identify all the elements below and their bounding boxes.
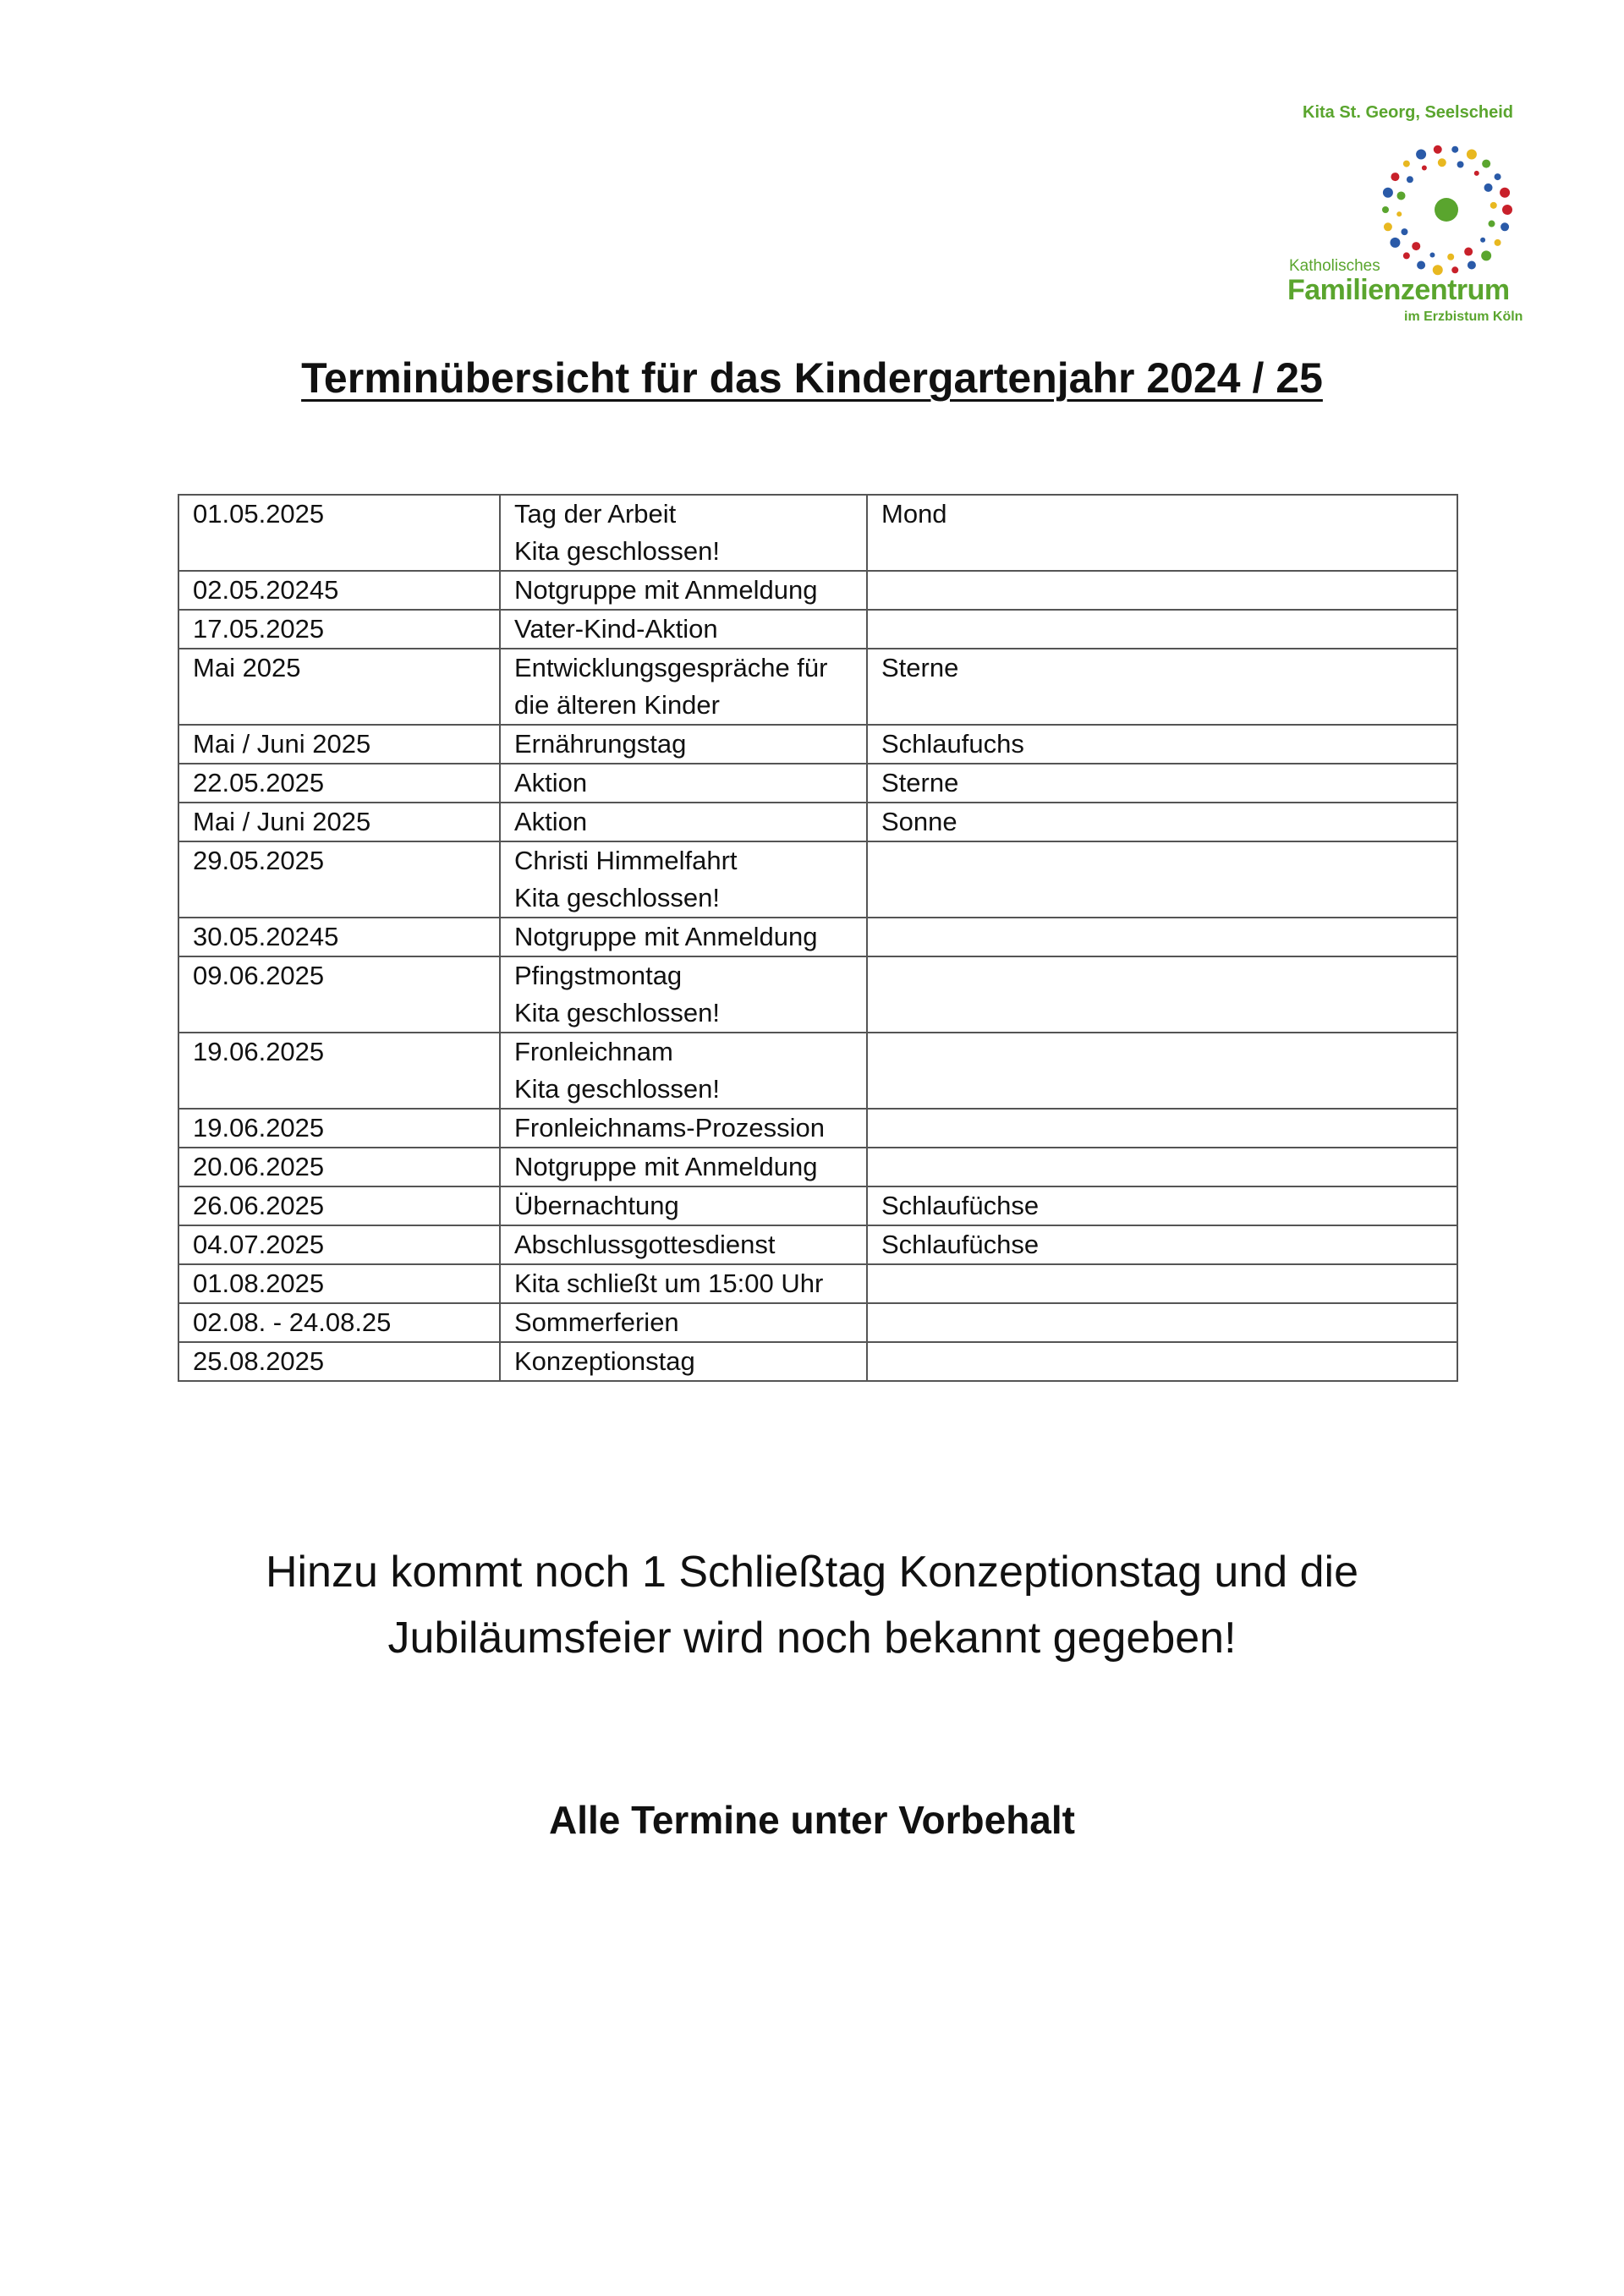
- event-line-2: Kita geschlossen!: [514, 883, 720, 912]
- table-row: [178, 571, 1457, 610]
- logo-dot: [1501, 222, 1509, 231]
- event-line: Pfingstmontag: [514, 961, 683, 990]
- group-cell: [867, 956, 1457, 1033]
- table-row: [178, 803, 1457, 841]
- logo-dot: [1403, 252, 1410, 259]
- logo-dot: [1447, 254, 1454, 260]
- group-cell: [867, 571, 1457, 610]
- logo-dot: [1495, 173, 1501, 180]
- logo-dot: [1407, 176, 1413, 183]
- event-line-2: Kita geschlossen!: [514, 998, 720, 1027]
- event-line: Konzeptionstag: [514, 1346, 695, 1376]
- group-cell: Schlaufuchs: [867, 725, 1457, 764]
- date-cell: 02.08. - 24.08.25: [178, 1303, 500, 1342]
- group-cell: [867, 841, 1457, 918]
- event-line: Notgruppe mit Anmeldung: [514, 575, 818, 605]
- date-cell: 01.08.2025: [178, 1264, 500, 1303]
- logo-dot: [1397, 191, 1406, 200]
- date-cell: 19.06.2025: [178, 1033, 500, 1109]
- logo-dot: [1464, 248, 1473, 256]
- table-row: [178, 1264, 1457, 1303]
- event-line: Fronleichnam: [514, 1037, 673, 1066]
- logo-dot: [1451, 266, 1458, 273]
- table-row: [178, 1225, 1457, 1264]
- event-cell: [500, 649, 867, 725]
- group-cell: [867, 1303, 1457, 1342]
- logo-dot: [1403, 161, 1410, 167]
- schedule-table: [178, 494, 1458, 1382]
- logo-dot: [1482, 160, 1490, 168]
- logo-dot: [1438, 158, 1446, 167]
- event-cell: [500, 764, 867, 803]
- event-cell: [500, 803, 867, 841]
- event-cell: [500, 1342, 867, 1381]
- event-line: Tag der Arbeit: [514, 499, 677, 529]
- group-cell: Schlaufüchse: [867, 1225, 1457, 1264]
- logo-dot: [1474, 171, 1479, 176]
- date-cell: 02.05.20245: [178, 571, 500, 610]
- logo-dot: [1396, 211, 1402, 216]
- event-cell: [500, 841, 867, 918]
- logo-dot-ring-icon: [1370, 134, 1522, 286]
- event-line: Aktion: [514, 768, 588, 797]
- date-cell: 01.05.2025: [178, 495, 500, 571]
- event-cell: [500, 610, 867, 649]
- date-cell: 17.05.2025: [178, 610, 500, 649]
- group-cell: Mond: [867, 495, 1457, 571]
- event-cell: [500, 1148, 867, 1186]
- table-row: [178, 956, 1457, 1033]
- group-cell: [867, 918, 1457, 956]
- logo-dot: [1500, 188, 1510, 198]
- group-cell: Sterne: [867, 649, 1457, 725]
- event-cell: [500, 571, 867, 610]
- event-line: Fronleichnams-Prozession: [514, 1113, 825, 1143]
- logo-dot: [1412, 242, 1420, 250]
- event-line-2: die älteren Kinder: [514, 690, 720, 720]
- event-line: Christi Himmelfahrt: [514, 846, 738, 875]
- date-cell: 25.08.2025: [178, 1342, 500, 1381]
- event-line-2: Kita geschlossen!: [514, 536, 720, 566]
- schedule-body: [178, 495, 1457, 1381]
- date-cell: Mai / Juni 2025: [178, 725, 500, 764]
- event-cell: [500, 956, 867, 1033]
- event-cell: [500, 1303, 867, 1342]
- event-line: Aktion: [514, 807, 588, 836]
- event-cell: [500, 918, 867, 956]
- event-line: Ernährungstag: [514, 729, 687, 759]
- event-line: Notgruppe mit Anmeldung: [514, 1152, 818, 1181]
- event-cell: [500, 1186, 867, 1225]
- closing-day-note: [0, 1539, 1624, 1671]
- date-cell: 22.05.2025: [178, 764, 500, 803]
- logo-dot: [1384, 222, 1392, 231]
- event-line: Übernachtung: [514, 1191, 679, 1220]
- table-row: [178, 1033, 1457, 1109]
- logo-dot: [1451, 146, 1458, 153]
- logo-dot: [1495, 239, 1501, 246]
- logo-dot: [1416, 150, 1426, 160]
- logo-dot: [1434, 145, 1442, 154]
- date-cell: 26.06.2025: [178, 1186, 500, 1225]
- table-row: [178, 1109, 1457, 1148]
- date-cell: Mai / Juni 2025: [178, 803, 500, 841]
- table-row: [178, 918, 1457, 956]
- event-cell: [500, 725, 867, 764]
- event-line: Vater-Kind-Aktion: [514, 614, 718, 644]
- table-row: [178, 725, 1457, 764]
- note-line-1: Hinzu kommt noch 1 Schließtag Konzeptionstag und die: [265, 1548, 1359, 1597]
- logo-small-text: Katholisches: [1289, 257, 1380, 275]
- event-line: Kita schließt um 15:00 Uhr: [514, 1269, 824, 1298]
- logo-center-dot: [1435, 198, 1458, 222]
- logo-dot: [1382, 206, 1389, 213]
- group-cell: [867, 1109, 1457, 1148]
- date-cell: 19.06.2025: [178, 1109, 500, 1148]
- event-cell: [500, 1109, 867, 1148]
- logo-dot: [1484, 184, 1493, 192]
- logo-dot: [1401, 228, 1407, 235]
- disclaimer: Alle Termine unter Vorbehalt: [549, 1798, 1075, 1842]
- group-cell: [867, 1264, 1457, 1303]
- event-cell: [500, 1225, 867, 1264]
- date-cell: 20.06.2025: [178, 1148, 500, 1186]
- table-row: [178, 1148, 1457, 1186]
- event-cell: [500, 1033, 867, 1109]
- note-line-2: Jubiläumsfeier wird noch bekannt gegeben!: [387, 1614, 1237, 1663]
- table-row: [178, 495, 1457, 571]
- logo-dot: [1467, 150, 1477, 160]
- event-cell: [500, 1264, 867, 1303]
- logo-dot: [1490, 202, 1497, 209]
- logo-dot: [1502, 205, 1512, 215]
- date-cell: 30.05.20245: [178, 918, 500, 956]
- event-line: Sommerferien: [514, 1307, 679, 1337]
- table-row: [178, 1186, 1457, 1225]
- logo-big-text: Familienzentrum: [1287, 274, 1510, 306]
- group-cell: [867, 1033, 1457, 1109]
- logo-dot: [1468, 260, 1476, 269]
- logo-dot: [1422, 165, 1427, 170]
- date-cell: 04.07.2025: [178, 1225, 500, 1264]
- familienzentrum-logo: [1277, 100, 1548, 337]
- date-cell: 29.05.2025: [178, 841, 500, 918]
- event-line: Abschlussgottesdienst: [514, 1230, 776, 1259]
- event-line-2: Kita geschlossen!: [514, 1074, 720, 1104]
- logo-kita-name: Kita St. Georg, Seelscheid: [1303, 103, 1513, 122]
- logo-dot: [1390, 238, 1400, 248]
- table-row: [178, 610, 1457, 649]
- table-row: [178, 841, 1457, 918]
- logo-dot: [1488, 221, 1495, 227]
- group-cell: [867, 610, 1457, 649]
- table-row: [178, 764, 1457, 803]
- page-title: Terminübersicht für das Kindergartenjahr 2024 / 25: [301, 354, 1323, 402]
- logo-dot: [1417, 260, 1425, 269]
- event-cell: [500, 495, 867, 571]
- table-row: [178, 1303, 1457, 1342]
- logo-dot: [1480, 238, 1485, 243]
- group-cell: [867, 1342, 1457, 1381]
- logo-dot: [1429, 252, 1435, 257]
- group-cell: Schlaufüchse: [867, 1186, 1457, 1225]
- logo-dot: [1481, 250, 1491, 260]
- group-cell: [867, 1148, 1457, 1186]
- table-row: [178, 649, 1457, 725]
- logo-dot: [1457, 162, 1464, 168]
- date-cell: Mai 2025: [178, 649, 500, 725]
- event-line: Entwicklungsgespräche für: [514, 653, 828, 682]
- logo-sub-text: im Erzbistum Köln: [1404, 310, 1523, 324]
- group-cell: Sonne: [867, 803, 1457, 841]
- logo-dot: [1383, 188, 1393, 198]
- date-cell: 09.06.2025: [178, 956, 500, 1033]
- event-line: Notgruppe mit Anmeldung: [514, 922, 818, 951]
- table-row: [178, 1342, 1457, 1381]
- group-cell: Sterne: [867, 764, 1457, 803]
- logo-dot: [1391, 173, 1399, 181]
